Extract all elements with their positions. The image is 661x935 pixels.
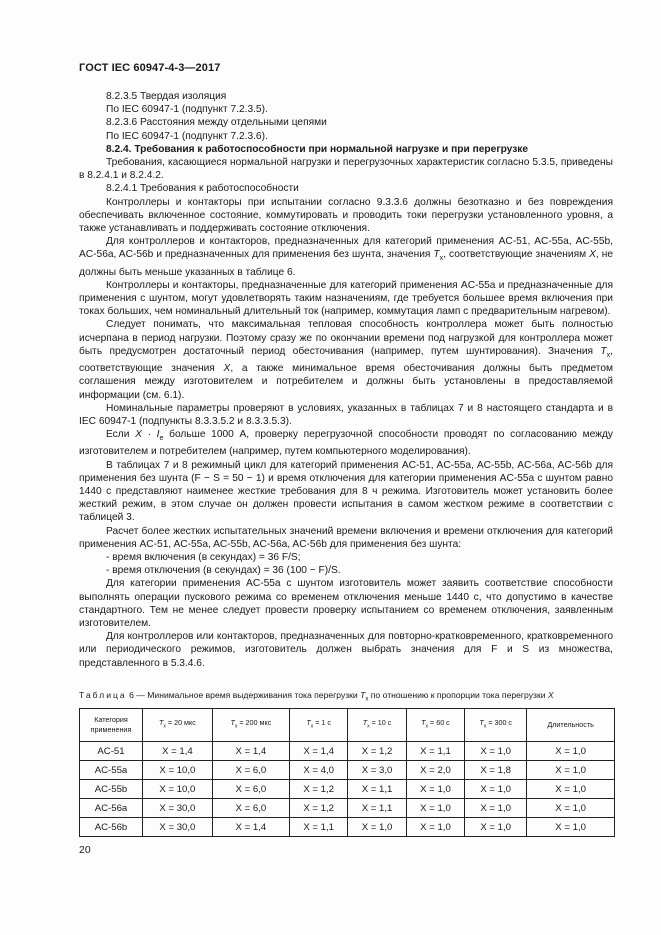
table-cell: X = 1,0: [527, 799, 615, 818]
table-cell: X = 30,0: [143, 799, 213, 818]
table-cell: X = 4,0: [289, 761, 347, 780]
table-cell: X = 1,1: [348, 780, 406, 799]
table-cell: X = 1,4: [212, 818, 289, 837]
table-cell: AC-55b: [80, 780, 143, 799]
table-cell: X = 2,0: [406, 761, 464, 780]
column-header: $T_x = 60$ с: [406, 709, 464, 742]
section-heading: 8.2.4. Требования к работоспособности при нормальной нагрузке и при перегрузке: [106, 143, 529, 155]
table-cell: X = 1,4: [143, 742, 213, 761]
paragraph: По IEC 60947-1 (подпункт 7.2.3.5).: [106, 104, 268, 116]
paragraph: 8.2.4.1 Требования к работоспособности: [106, 183, 299, 195]
table-row: [80, 742, 615, 761]
table-cell: X = 1,0: [527, 780, 615, 799]
paragraph: 8.2.3.5 Твердая изоляция: [106, 91, 227, 102]
column-header: $T_x = 200$ мкс: [212, 709, 289, 742]
paragraph: Расчет более жестких испытательных значений времени включения и времени отключения для категорий применения AC-51, AC-55a, AC-55b, AC-56a, AC-56b для применения без шунта:: [79, 525, 613, 550]
table-cell: X = 1,0: [348, 818, 406, 837]
page-number: 20: [79, 844, 91, 856]
table-cell: X = 30,0: [143, 818, 213, 837]
formula-line: - время включения (в секундах) = 36 F/S;: [106, 552, 301, 563]
column-header: Длительность: [527, 709, 615, 742]
paragraph: Для контроллеров и контакторов, предназначенных для категорий применения AC-51, AC-55a, AC-55b, AC-56a, AC-56b и предназначенных для применения без шунта, значения $T_x$, соответствующие значениям X, не должны быть меньше указанных в таблице 6.: [79, 236, 613, 278]
column-header: Категория применения: [80, 709, 143, 742]
table-cell: X = 6,0: [212, 799, 289, 818]
table-cell: X = 1,4: [289, 742, 347, 761]
paragraph: Следует понимать, что максимальная тепловая способность контроллера может быть полностью исчерпана в период нагрузки. Поэтому сразу же по окончании времени под нагрузкой для контроллера может быть предусмотрен достаточный период обесточивания (например, путем шунтирования). Значения $T_x$, соответствующие значения X, а также минимальное время обесточивания должны быть предметом соглашения между изготовителем и потребителем и должны быть установлены в предоставляемой информации (см. 6.1).: [79, 319, 613, 401]
paragraph: 8.2.3.6 Расстояния между отдельными цепями: [106, 117, 327, 129]
paragraph: Контроллеры и контакторы при испытании согласно 9.3.3.6 должны безотказно и без повреждения обеспечивать включенное состояние, коммутировать и проводить токи перегрузки установленного уровня, а также устанавливать и поддерживать состояние отключения.: [79, 196, 613, 235]
page-header: ГОСТ IEC 60947-4-3—2017: [79, 62, 221, 74]
table-cell: X = 1,4: [212, 742, 289, 761]
table-cell: X = 1,2: [348, 742, 406, 761]
table-cell: X = 3,0: [348, 761, 406, 780]
table-cell: X = 1,0: [406, 818, 464, 837]
table-cell: X = 1,1: [348, 799, 406, 818]
paragraph: Контроллеры и контакторы, предназначенные для категорий применения AC-55a и предназначенные для применения с шунтом, могут удовлетворять таким назначениям, где требуется большее время включения при токах больших, чем номинальный длительный ток (например, коммутация ламп с предварительным нагревом).: [79, 279, 613, 318]
table-cell: X = 10,0: [143, 761, 213, 780]
column-header: $T_x = 1$ с: [289, 709, 347, 742]
table-cell: X = 1,0: [527, 818, 615, 837]
table-row: [80, 818, 615, 837]
table-caption: Таблица 6 — Минимальное время выдерживания тока перегрузки $T_x$ по отношению к пропорции тока перегрузки X: [79, 690, 554, 703]
table-cell: X = 1,0: [465, 742, 527, 761]
table-cell: X = 6,0: [212, 780, 289, 799]
paragraph: По IEC 60947-1 (подпункт 7.2.3.6).: [106, 130, 268, 142]
table-cell: X = 1,0: [406, 780, 464, 799]
table-cell: AC-56a: [80, 799, 143, 818]
table-cell: AC-51: [80, 742, 143, 761]
table-cell: X = 1,0: [527, 761, 615, 780]
paragraph: Требования, касающиеся нормальной нагрузки и перегрузочных характеристик согласно 5.3.5, приведены в 8.2.4.1 и 8.2.4.2.: [79, 157, 613, 182]
column-header: $T_x = 300$ с: [465, 709, 527, 742]
table-cell: X = 1,1: [406, 742, 464, 761]
table-cell: X = 6,0: [212, 761, 289, 780]
table-header-row: [80, 709, 615, 742]
table-cell: X = 1,0: [465, 799, 527, 818]
column-header: $T_x = 20$ мкс: [143, 709, 213, 742]
paragraph: Для категории применения AC-55a с шунтом изготовитель может заявить соответствие способности выполнять операции пускового режима со временем отключения меньше 1440 с, что допустимо в качестве стандартного. Тем не менее следует провести проверку испытанием со временем отключения, заявленным изготовителем.: [79, 578, 613, 630]
table-cell: X = 1,8: [465, 761, 527, 780]
overload-table: [79, 708, 615, 837]
table-cell: X = 1,0: [406, 799, 464, 818]
table-cell: X = 10,0: [143, 780, 213, 799]
table-cell: X = 1,2: [289, 799, 347, 818]
paragraph: Для контроллеров или контакторов, предназначенных для повторно-кратковременного, кратковременного или периодического режимов, изготовитель должен выбрать значения для F и S из множества, представленного в 5.3.4.6.: [79, 631, 613, 669]
paragraph: Если $X \cdot I_e$ больше 1000 А, проверку перегрузочной способности проводят по согласованию между изготовителем и потребителем (например, путем компьютерного моделирования).: [79, 429, 613, 458]
table-cell: AC-56b: [80, 818, 143, 837]
document-body: [79, 90, 613, 670]
table-row: [80, 761, 615, 780]
table-cell: X = 1,0: [465, 780, 527, 799]
table-row: [80, 799, 615, 818]
table-cell: X = 1,2: [289, 780, 347, 799]
table-cell: X = 1,0: [527, 742, 615, 761]
table-cell: X = 1,1: [289, 818, 347, 837]
paragraph: Номинальные параметры проверяют в условиях, указанных в таблицах 7 и 8 настоящего стандарта и в IEC 60947-1 (подпункты 8.3.3.5.2 и 8.3.3.5.3).: [79, 402, 613, 427]
table-cell: X = 1,0: [465, 818, 527, 837]
column-header: $T_x = 10$ с: [348, 709, 406, 742]
formula-line: - время отключения (в секундах) = 36 (100 − F)/S.: [106, 565, 341, 577]
table-cell: AC-55a: [80, 761, 143, 780]
table-row: [80, 780, 615, 799]
paragraph: В таблицах 7 и 8 режимный цикл для категорий применения AC-51, AC-55a, AC-55b, AC-56a, AC-56b для применения без шунта (F − S = 50 − 1) и время отключения для категории применения AC-55a с шунтом равно 1440 с представляют наименее жесткие требования для 8 ч режима. Изготовитель может установить более жесткий режим, в этом случае он должен провести испытания в самом жестком режиме в соответствии с таблицей 3.: [79, 459, 613, 524]
